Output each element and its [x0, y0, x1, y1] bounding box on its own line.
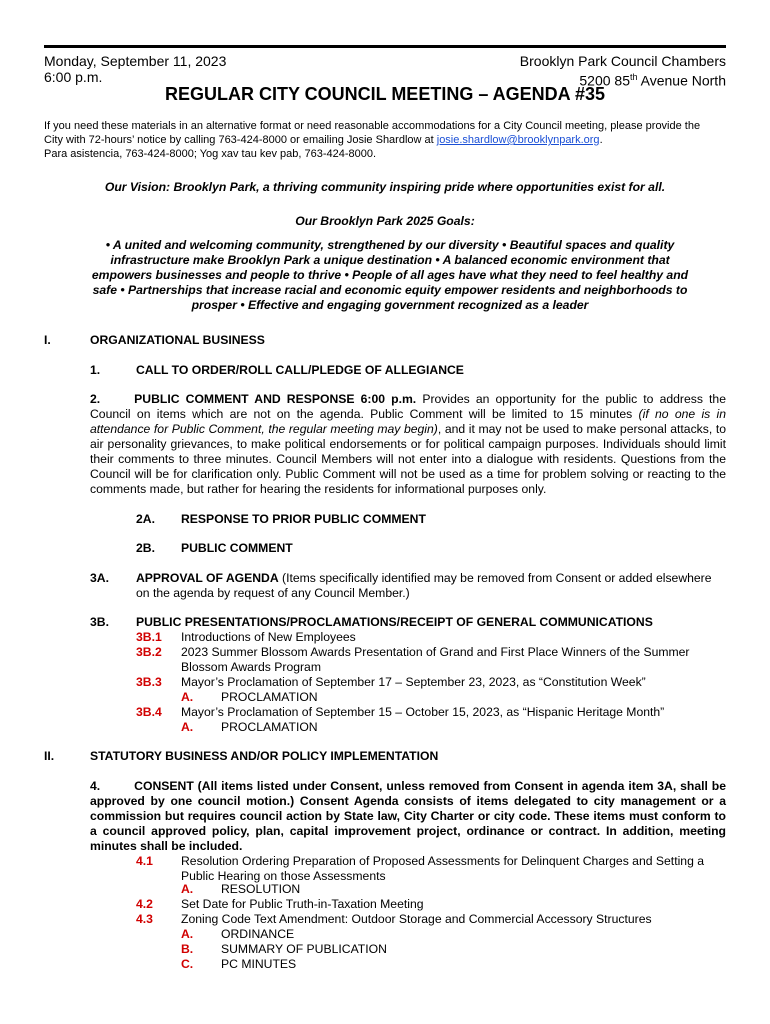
attachment-letter: C. — [181, 957, 194, 971]
item-title: CALL TO ORDER/ROLL CALL/PLEDGE OF ALLEGIANCE — [136, 363, 464, 377]
section-number: I. — [44, 333, 51, 347]
attachment-label: PROCLAMATION — [221, 690, 318, 704]
item-number: 2A. — [136, 512, 155, 526]
sub-item-number: 3B.4 — [136, 705, 162, 719]
sub-item-number: 3B.2 — [136, 645, 162, 659]
approval-of-agenda: APPROVAL OF AGENDA (Items specifically identified may be removed from Consent or added elsewhere on the agenda by request of any Council Member.) — [136, 571, 712, 600]
sub-item-title: Mayor’s Proclamation of September 15 – October 15, 2023, as “Hispanic Heritage Month” — [181, 705, 665, 719]
attachment-label: SUMMARY OF PUBLICATION — [221, 942, 387, 956]
attachment-letter: A. — [181, 927, 194, 941]
public-comment-item: 2. PUBLIC COMMENT AND RESPONSE 6:00 p.m. Provides an opportunity for the public to address the Council on items which are not on the agenda. Public Comment will be limited to 15 minutes (if no one is in attendance for Public Comment, the regular meeting may begin), and it may not be used to make personal attacks, to air personality grievances, to make political endorsements or for political campaign purposes. Individuals should limit their comments to three minutes. Council Members will not enter into a dialogue with residents. Questions from the Council will be for clarification only. Public Comment will not be used as a time for problem solving or reacting to the comments made, but rather for hearing the residents for informational purposes only. — [90, 392, 727, 496]
vision-statement: Our Vision: Brooklyn Park, a thriving community inspiring pride where opportunities exist for all. — [104, 180, 666, 194]
attachment-label: PC MINUTES — [221, 957, 297, 971]
sub-item-title: Set Date for Public Truth-in-Taxation Meeting — [181, 897, 424, 911]
sub-item-title: Introductions of New Employees — [181, 630, 356, 644]
section-title: ORGANIZATIONAL BUSINESS — [90, 333, 265, 347]
item-number: 3B. — [90, 615, 109, 629]
attachment-label: PROCLAMATION — [221, 720, 318, 734]
meeting-venue: Brooklyn Park Council Chambers — [519, 53, 726, 69]
sub-item-title: Resolution Ordering Preparation of Proposed Assessments for Delinquent Charges and Setting a Public Hearing on those Assessments — [181, 854, 705, 883]
meeting-time: 6:00 p.m. — [44, 69, 103, 85]
sub-item-number: 3B.3 — [136, 675, 162, 689]
section-title: STATUTORY BUSINESS AND/OR POLICY IMPLEMENTATION — [90, 749, 439, 763]
attachment-letter: A. — [181, 690, 194, 704]
attachment-letter: B. — [181, 942, 194, 956]
sub-item-number: 4.1 — [136, 854, 153, 868]
email-link[interactable]: josie.shardlow@brooklynpark.org — [436, 134, 600, 146]
meeting-date: Monday, September 11, 2023 — [44, 53, 227, 69]
sub-item-number: 3B.1 — [136, 630, 162, 644]
item-number: 2B. — [136, 541, 155, 555]
item-title: PUBLIC COMMENT — [181, 541, 293, 555]
item-title: RESPONSE TO PRIOR PUBLIC COMMENT — [181, 512, 426, 526]
sub-item-number: 4.3 — [136, 912, 153, 926]
accessibility-notice: If you need these materials in an alternative format or need reasonable accommodations for a City Council meeting, please provide the City with 72-hours’ notice by calling 763-424-8000 or emailing Josie Shardlow at josie.shardlow@brooklynpark.org. Para asistencia, 763-424-8000; Yog xav tau kev pab, 763-424-8000. — [44, 120, 701, 160]
goals-title: Our Brooklyn Park 2025 Goals: — [295, 214, 475, 228]
attachment-label: ORDINANCE — [221, 927, 295, 941]
section-number: II. — [44, 749, 55, 763]
meeting-address: 5200 85th Avenue North — [579, 72, 726, 89]
goals-text: • A united and welcoming community, strengthened by our diversity • Beautiful spaces and quality infrastructure make Brooklyn Park a unique destination • A balanced economic environment that empowers businesses and people to thrive • People of all ages have what they need to feel healthy and safe • Partnerships that increase racial and economic equity empower residents and neighborhoods to prosper • Effective and engaging government recognized as a leader — [91, 238, 689, 312]
sub-item-title: Zoning Code Text Amendment: Outdoor Storage and Commercial Accessory Structures — [181, 912, 652, 926]
item-number: 1. — [90, 363, 101, 377]
sub-item-title: Mayor’s Proclamation of September 17 – September 23, 2023, as “Constitution Week” — [181, 675, 646, 689]
item-title: PUBLIC PRESENTATIONS/PROCLAMATIONS/RECEIPT OF GENERAL COMMUNICATIONS — [136, 615, 653, 629]
sub-item-number: 4.2 — [136, 897, 153, 911]
attachment-letter: A. — [181, 720, 194, 734]
attachment-letter: A. — [181, 882, 194, 896]
page-title: REGULAR CITY COUNCIL MEETING – AGENDA #35 — [164, 84, 606, 104]
item-number: 3A. — [90, 571, 109, 585]
attachment-label: RESOLUTION — [221, 882, 301, 896]
sub-item-title: 2023 Summer Blossom Awards Presentation of Grand and First Place Winners of the Summer Blossom Awards Program — [181, 645, 690, 674]
header-rule — [44, 45, 726, 48]
consent-item: 4. CONSENT (All items listed under Consent, unless removed from Consent in agenda item 3A, shall be approved by one council motion.) Consent Agenda consists of items delegated to city management or a commission but requires council action by State law, City Charter or city code. These items must conform to a council approved policy, plan, capital improvement project, ordinance or contract. In addition, meeting minutes shall be included. — [90, 779, 726, 853]
